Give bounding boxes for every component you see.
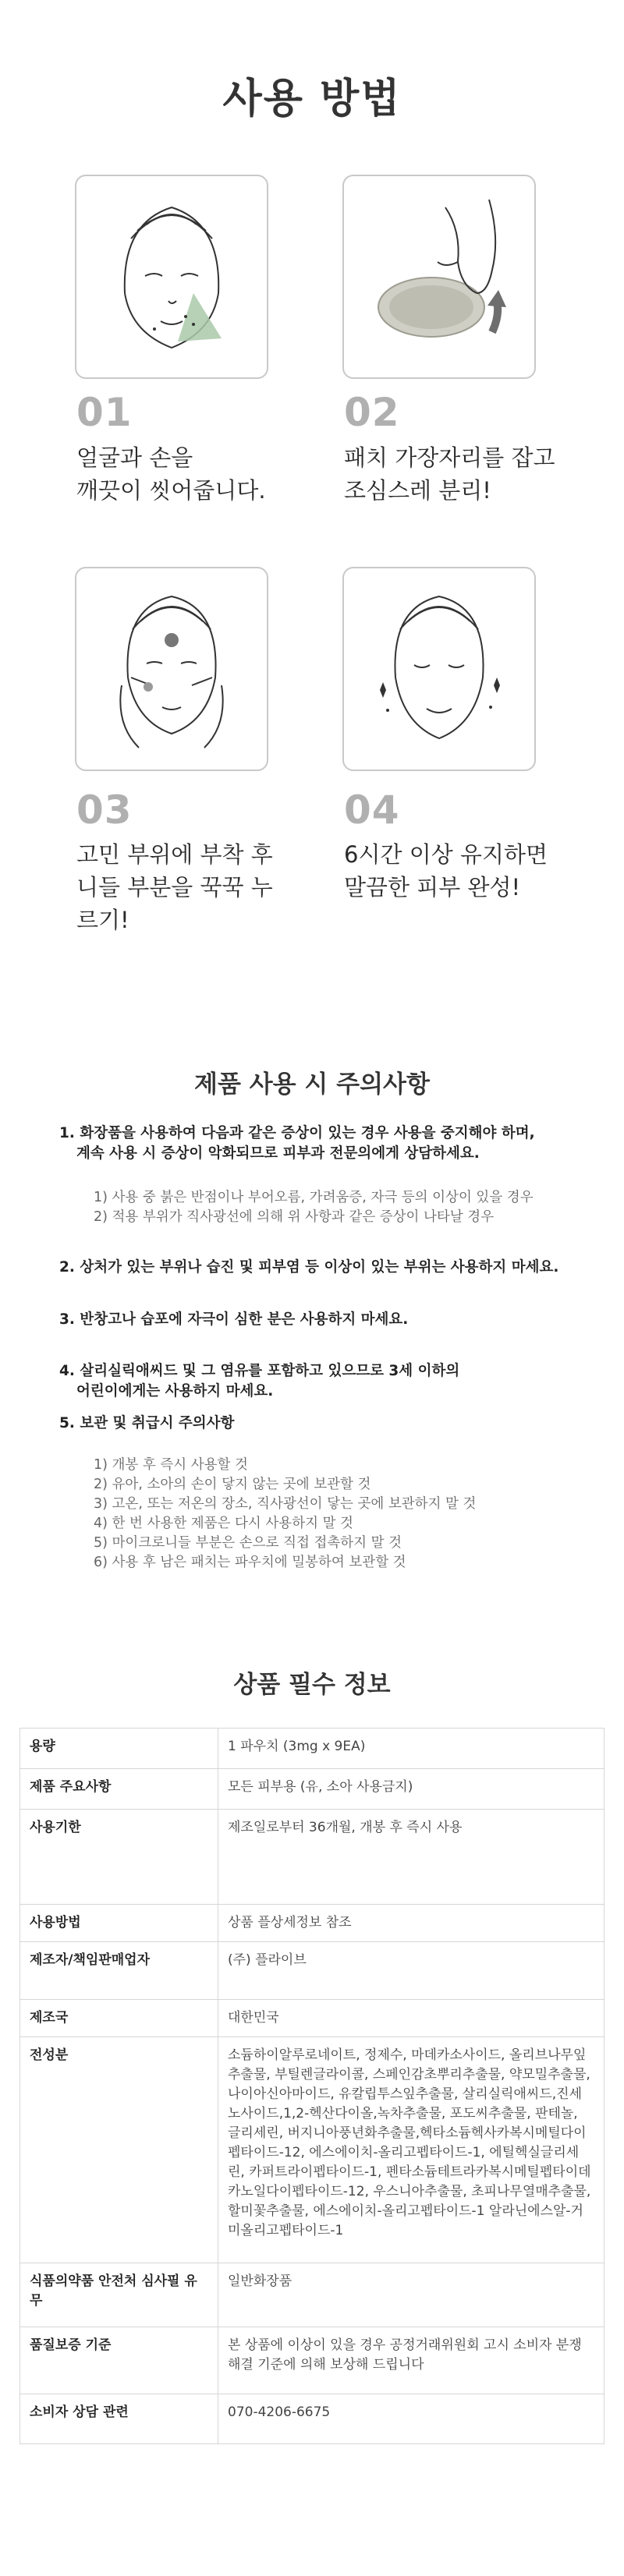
row-value: 상품 플상세정보 참조 [218, 1905, 604, 1942]
row-key: 사용기한 [20, 1810, 218, 1905]
row-key: 용량 [20, 1729, 218, 1769]
row-key: 소비자 상담 관련 [20, 2394, 218, 2444]
step-4-image [342, 567, 536, 771]
table-row [20, 2263, 604, 2327]
caution-title: 제품 사용 시 주의사항 [194, 1070, 430, 1099]
step-2-text: 패치 가장자리를 잡고 조심스레 분리! [344, 444, 555, 504]
product-info-table [20, 1728, 604, 2444]
caution-item-5-sublist: 1) 개봉 후 즉시 사용할 것 2) 유아, 소아의 손이 닿지 않는 곳에 보관할 것 3) 고온, 또는 저온의 장소, 직사광선이 닿는 곳에 보관하지 말 것 4) 한 번 사용한 제품은 다시 사용하지 말 것 5) 마이크로니들 부분은 손으로 직접 접촉하지 말 것 6) 사용 후 남은 패치는 파우치에 밀봉하여 보관할 것 [94, 1457, 477, 1570]
table-row [20, 1769, 604, 1810]
step-3-number: 03 [76, 787, 133, 833]
caution-item-5: 5. 보관 및 취급시 주의사항 [59, 1415, 235, 1431]
row-value: 일반화장품 [218, 2263, 604, 2327]
table-row [20, 1905, 604, 1942]
caution-item-4: 4. 살리실릭애씨드 및 그 염유를 포함하고 있으므로 3세 이하의 어린이에게는 사용하지 마세요. [59, 1363, 460, 1399]
table-row [20, 2394, 604, 2444]
how-to-title: 사용 방법 [222, 76, 402, 122]
table-row [20, 1942, 604, 2000]
row-key: 제품 주요사항 [20, 1769, 218, 1810]
table-row [20, 2000, 604, 2037]
table-row [20, 1729, 604, 1769]
caution-item-1: 1. 화장품을 사용하여 다음과 같은 증상이 있는 경우 사용을 중지해야 하며, 계속 사용 시 증상이 악화되므로 피부과 전문의에게 상담하세요. [59, 1125, 535, 1162]
row-key: 사용방법 [20, 1905, 218, 1942]
table-row [20, 1810, 604, 1905]
face-press-illustration [76, 568, 267, 770]
row-value: 070-4206-6675 [218, 2394, 604, 2444]
row-value: 모든 피부용 (유, 소아 사용금지) [218, 1769, 604, 1810]
step-4-number: 04 [344, 787, 400, 833]
row-key: 제조자/책임판매업자 [20, 1942, 218, 2000]
row-value: 대한민국 [218, 2000, 604, 2037]
step-3-text: 고민 부위에 부착 후 니들 부분을 꾹꾹 누 르기! [76, 841, 273, 933]
step-2-number: 02 [344, 390, 400, 435]
row-value: 본 상품에 이상이 있을 경우 공정거래위원회 고시 소비자 분쟁해결 기준에 의해 보상해 드립니다 [218, 2327, 604, 2394]
row-value: (주) 플라이브 [218, 1942, 604, 2000]
step-2-image [342, 175, 536, 379]
row-key: 품질보증 기준 [20, 2327, 218, 2394]
row-key: 제조국 [20, 2000, 218, 2037]
hand-peel-patch-illustration [344, 176, 534, 377]
step-1-image [75, 175, 268, 379]
table-row [20, 2327, 604, 2394]
row-key: 전성분 [20, 2037, 218, 2263]
caution-item-3: 3. 반창고나 습포에 자극이 심한 분은 사용하지 마세요. [59, 1311, 409, 1328]
caution-item-1-sublist: 1) 사용 중 붉은 반점이나 부어오름, 가려움증, 자극 등의 이상이 있을 경우 2) 적용 부위가 직사광선에 의해 위 사항과 같은 증상이 나타날 경우 [94, 1190, 534, 1225]
step-1-text: 얼굴과 손을 깨끗이 씻어줍니다. [76, 444, 266, 504]
row-key: 식품의약품 안전처 심사필 유무 [20, 2263, 218, 2327]
step-3-image [75, 567, 268, 771]
face-complete-illustration [344, 568, 534, 770]
caution-item-2: 2. 상처가 있는 부위나 습진 및 피부염 등 이상이 있는 부위는 사용하지 마세요. [59, 1259, 559, 1276]
row-value: 1 파우치 (3mg x 9EA) [218, 1729, 604, 1769]
face-triangle-illustration [76, 176, 267, 377]
row-value: 소듐하이알루로네이트, 정제수, 마데카소사이드, 올리브나무잎추출물, 부틸렌글라이콜, 스페인감초뿌리추출물, 약모밀추출물, 나이아신아마이드, 유칼립투스잎추출물, 살리실릭애씨드,진세노사이드,1,2-헥산다이올,녹차추출물, 포도씨추출물, 판테놀, 글리세린, 버지니아풍년화추출물,헥타소듐헥사카복시메틸다이펩타이드-12, 에스에이치-올리고펩타이드-1, 에틸헥실글리세린, 카퍼트라이펩타이드-1, 펜타소듐테트라카복시메틸펩타이데카노일다이펩타이드-12, 우스니아추출물, 초피나무열매추출물, 할미꽃추출물, 에스에이치-올리고펩타이드-1 알라닌에스알-거미올리고펩타이드-1 [218, 2037, 604, 2263]
product-info-title: 상품 필수 정보 [233, 1671, 391, 1699]
step-4-text: 6시간 이상 유지하면 말끔한 피부 완성! [344, 841, 548, 901]
table-row [20, 2037, 604, 2263]
row-value: 제조일로부터 36개월, 개봉 후 즉시 사용 [218, 1810, 604, 1905]
step-1-number: 01 [76, 390, 133, 435]
